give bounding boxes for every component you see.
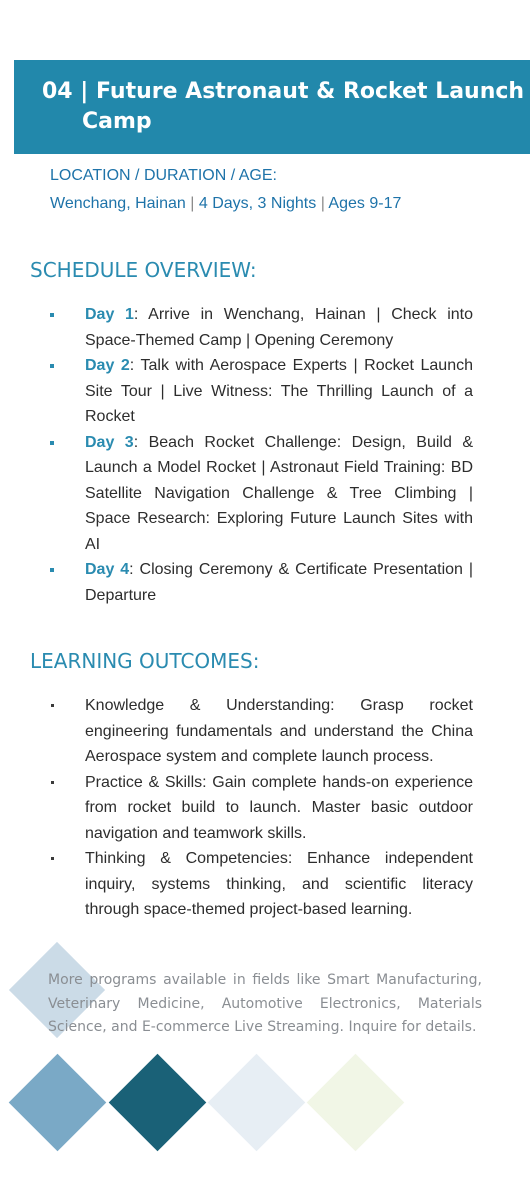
bullet-icon xyxy=(51,781,54,784)
meta-duration: 4 Days, 3 Nights xyxy=(198,195,317,212)
bullet-icon xyxy=(50,441,54,445)
outcomes-heading: LEARNING OUTCOMES: xyxy=(30,649,260,673)
meta-values xyxy=(50,190,490,218)
day-description: : Beach Rocket Challenge: Design, Build & Launch a Model Rocket | Astronaut Field Training: BD Satellite Navigation Challenge & Tree Climbing | Space Research: Exploring Future Launch Sites with AI xyxy=(85,433,473,553)
bullet-icon xyxy=(50,313,54,317)
decorative-diamond-light-blue xyxy=(9,1054,107,1152)
outcome-text: Practice & Skills: Gain complete hands-on experience from rocket build to launch. Master basic outdoor navigation and teamwork skills. xyxy=(85,773,473,842)
camp-meta xyxy=(50,162,490,218)
schedule-heading: SCHEDULE OVERVIEW: xyxy=(30,258,257,282)
outcomes-list xyxy=(50,693,473,923)
decorative-diamond-pale-green xyxy=(307,1054,405,1152)
outcome-text: Knowledge & Understanding: Grasp rocket engineering fundamentals and understand the China Aerospace system and complete launch process. xyxy=(85,697,473,765)
day-description: : Arrive in Wenchang, Hainan | Check into Space-Themed Camp | Opening Ceremony xyxy=(85,306,473,349)
bullet-icon xyxy=(50,364,54,368)
page-title: 04 | Future Astronaut & Rocket Launch Camp xyxy=(42,79,525,134)
schedule-item-day-4 xyxy=(50,557,473,608)
schedule-item-day-2 xyxy=(50,353,473,430)
day-label: Day 4 xyxy=(85,561,130,578)
bullet-icon xyxy=(51,857,54,860)
schedule-list xyxy=(50,302,473,608)
footer-note: More programs available in fields like Smart Manufacturing, Veterinary Medicine, Automotive Electronics, Materials Science, and E-commerce Live Streaming. Inquire for details. xyxy=(48,972,482,1035)
day-description: : Talk with Aerospace Experts | Rocket Launch Site Tour | Live Witness: The Thrilling Launch of a Rocket xyxy=(85,357,473,425)
outcome-item xyxy=(50,693,473,770)
outcome-item xyxy=(50,770,473,847)
meta-label: LOCATION / DURATION / AGE: xyxy=(50,167,277,184)
meta-age: Ages 9-17 xyxy=(328,195,402,212)
meta-separator: | xyxy=(320,195,325,212)
meta-location: Wenchang, Hainan xyxy=(50,195,186,212)
bullet-icon xyxy=(50,568,54,572)
schedule-item-day-1 xyxy=(50,302,473,353)
day-label: Day 2 xyxy=(85,357,130,374)
day-label: Day 3 xyxy=(85,433,134,451)
decorative-diamond-pale-blue xyxy=(208,1054,306,1152)
day-label: Day 1 xyxy=(85,306,134,323)
meta-separator: | xyxy=(190,195,195,212)
outcome-item xyxy=(50,846,473,923)
outcome-text: Thinking & Competencies: Enhance independent inquiry, systems thinking, and scientific literacy through space-themed project-based learning. xyxy=(85,850,473,918)
day-description: : Closing Ceremony & Certificate Presentation | Departure xyxy=(85,561,473,604)
decorative-diamond-dark-teal xyxy=(109,1054,207,1152)
schedule-item-day-3 xyxy=(50,430,473,558)
bullet-icon xyxy=(51,704,54,707)
